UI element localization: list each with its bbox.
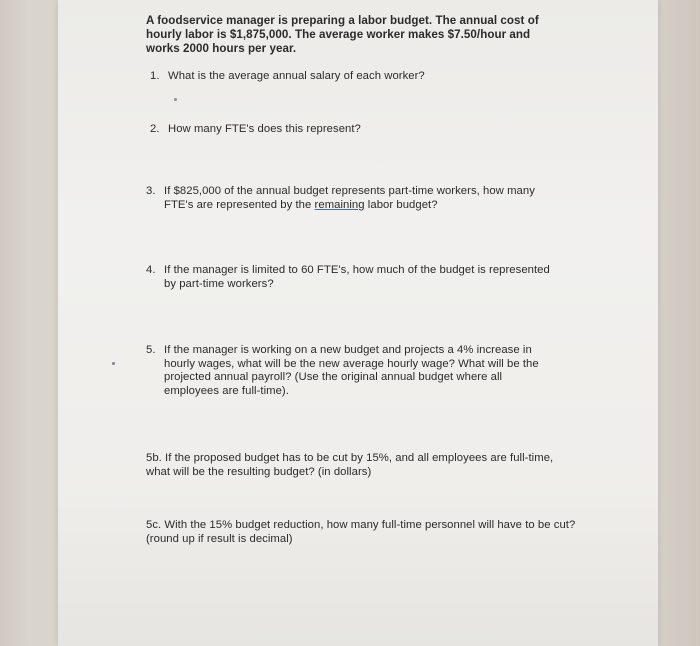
- problem-intro: A foodservice manager is preparing a labor budget. The annual cost of hourly labor is $1,875,000. The average worker makes $7.50/hour and works 2000 hours per year.: [146, 14, 539, 55]
- pen-dot: [112, 362, 115, 365]
- question-5c: 5c. With the 15% budget reduction, how many full-time personnel will have to be cut? (round up if result is decimal): [146, 519, 576, 545]
- question-5: [146, 344, 546, 398]
- question-3-underlined-word: remaining: [314, 198, 365, 211]
- question-3-text-after: labor budget?: [364, 198, 438, 211]
- question-5-number: 5.: [146, 344, 156, 356]
- question-5b: 5b. If the proposed budget has to be cut by 15%, and all employees are full-time, what will be the resulting budget? (in dollars): [146, 452, 554, 478]
- question-3-text-before: If $825,000 of the annual budget represents part-time workers, how many FTE's are represented by the: [164, 185, 535, 211]
- question-1-text: What is the average annual salary of each worker?: [168, 70, 425, 82]
- question-4: [146, 264, 556, 291]
- question-3-body: [164, 185, 546, 212]
- worksheet-page: [58, 0, 658, 646]
- question-3-number: 3.: [146, 185, 156, 197]
- question-3: [146, 185, 546, 212]
- question-1-number: 1.: [150, 70, 160, 82]
- question-4-text: If the manager is limited to 60 FTE's, how much of the budget is represented by part-time workers?: [164, 264, 550, 290]
- question-2: [150, 123, 530, 137]
- question-4-number: 4.: [146, 264, 156, 276]
- question-2-text: How many FTE's does this represent?: [168, 123, 361, 135]
- pen-dot: [174, 98, 177, 101]
- question-2-number: 2.: [150, 123, 160, 135]
- question-1: [150, 70, 530, 84]
- question-5-text: If the manager is working on a new budget and projects a 4% increase in hourly wages, what will be the new average hourly wage? What will be the projected annual payroll? (Use the original annual budget where all employees are full-time).: [164, 344, 539, 397]
